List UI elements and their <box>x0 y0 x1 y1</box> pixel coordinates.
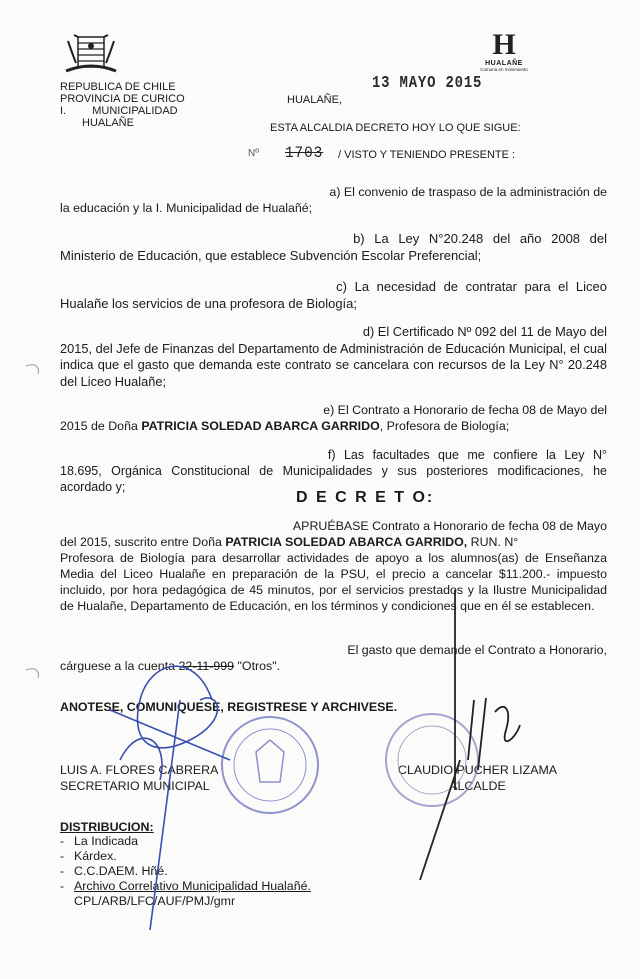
decree-body <box>60 518 607 614</box>
logo-name: HUALAÑE <box>485 60 523 67</box>
decree-body-name: PATRICIA SOLEDAD ABARCA GARRIDO, <box>225 535 468 549</box>
expense-line <box>60 658 607 674</box>
header-municipality-line <box>60 105 185 117</box>
consideration-f-rest: 18.695, Orgánica Constitucional de Municipalidades y sus posteriores modificaciones, he acordado y; <box>60 464 607 494</box>
signature-left-title: SECRETARIO MUNICIPAL <box>60 779 210 793</box>
distribution-block <box>60 820 311 908</box>
decreto-title: D E C R E T O: <box>296 489 435 506</box>
expense-lead: El gasto que demande el Contrato a Honorario, <box>347 643 607 657</box>
logo-h-icon: H <box>492 28 516 61</box>
header-block <box>60 81 185 129</box>
expense-text-a: cárguese a la cuenta <box>60 659 176 673</box>
consideration-e-text-2: , Profesora de Biología; <box>379 419 510 433</box>
consideration-d <box>60 324 607 390</box>
coat-of-arms-icon <box>64 33 118 79</box>
decree-body-lead: APRUÉBASE Contrato a Honorario de fecha 08 de Mayo <box>292 519 607 533</box>
signature-right-title: ALCALDE <box>449 779 506 793</box>
punch-mark <box>26 669 39 678</box>
left-stamp <box>222 717 318 813</box>
decree-body-rest: Profesora de Biología para desarrollar actividades de apoyo a los alumnos(as) de Enseñanza Media del Liceo Hualañe en preparación de la PSU, el precio a cancelar $11.200.- impuesto incluido, por hora pedagógica de 45 minutos, por el servicios prestados y la Ilustre Municipalidad de Hualañe, Departamento de Educación, en los términos y condiciones que en él se establecen. <box>60 551 607 613</box>
preamble: ESTA ALCALDIA DECRETO HOY LO QUE SIGUE: <box>270 122 521 134</box>
punch-mark <box>26 365 39 374</box>
consideration-a-rest: la educación y la I. Municipalidad de Hualañé; <box>60 201 313 215</box>
consideration-d-lead: d) El Certificado Nº 092 del 11 de Mayo del <box>362 324 607 339</box>
closing-formula: ANOTESE, COMUNIQUESE, REGISTRESE Y ARCHIVESE. <box>60 700 398 714</box>
expense-text-b: "Otros". <box>237 659 281 673</box>
list-item: - Archivo Correlativo Municipalidad Hualañé. <box>60 879 311 894</box>
expense-account: 22-11-999 <box>178 659 235 673</box>
consideration-c-lead: c) La necesidad de contratar para el Liceo <box>336 279 607 294</box>
distribution-list <box>60 834 311 894</box>
decree-number-label: Nº <box>248 148 259 159</box>
consideration-e-lead: e) El Contrato a Honorario de fecha 08 de Mayo del <box>323 403 607 417</box>
header-city: HUALAÑE <box>82 117 134 129</box>
signature-right <box>398 762 557 794</box>
consideration-f-lead: f) Las facultades que me confiere la Ley N° <box>327 448 607 462</box>
signature-left-name: LUIS A. FLORES CABRERA <box>60 763 219 777</box>
consideration-c-rest: Hualañe los servicios de una profesora de Biología; <box>60 296 358 311</box>
list-item: - Kárdex. <box>60 849 311 864</box>
consideration-b-lead: b) La Ley N°20.248 del año 2008 del <box>353 231 607 246</box>
decree-body-line2 <box>60 534 607 550</box>
consideration-e-text-1: 2015 de Doña <box>60 419 138 433</box>
consideration-b-rest: Ministerio de Educación, que establece Subvención Escolar Preferencial; <box>60 247 482 263</box>
logo-tagline: Comuna en movimiento <box>480 67 528 72</box>
date-stamp: 13 MAYO 2015 <box>372 74 483 93</box>
consideration-c <box>60 278 607 312</box>
consideration-f <box>60 447 607 495</box>
signature-left <box>60 762 218 794</box>
distribution-initials: CPL/ARB/LFC/AUF/PMJ/gmr <box>74 894 236 908</box>
visto-line: / VISTO Y TENIENDO PRESENTE : <box>338 149 516 161</box>
signature-right-name: CLAUDIO PUCHER LIZAMA <box>398 763 558 777</box>
consideration-d-rest: 2015, del Jefe de Finanzas del Departamento de Administración de Educación Municipal, el cual indica que el gasto que demanda este contrato se cancelara con recursos de la Ley N° 20.248 del Liceo Hualañe; <box>60 340 607 389</box>
expense-paragraph <box>60 642 607 674</box>
list-item: - C.C.DAEM. Hñé. <box>60 864 311 879</box>
header-municipality-prefix: I. <box>60 105 67 117</box>
hualane-logo <box>478 30 530 76</box>
consideration-a <box>60 184 607 216</box>
list-item: - La Indicada <box>60 834 311 849</box>
decree-body-run: RUN. N° <box>470 535 519 549</box>
decree-body-line2-a: del 2015, suscrito entre Doña <box>60 535 222 549</box>
consideration-a-lead: a) El convenio de traspaso de la administración de <box>329 185 607 199</box>
distribution-title: DISTRIBUCION: <box>60 820 154 834</box>
header-municipality: MUNICIPALIDAD <box>92 105 178 117</box>
decree-number: 1703 <box>285 144 324 162</box>
consideration-b <box>60 231 607 264</box>
consideration-e-rest <box>60 418 607 434</box>
consideration-e-name: PATRICIA SOLEDAD ABARCA GARRIDO <box>141 419 380 433</box>
right-signature-scribble <box>420 590 520 880</box>
consideration-e <box>60 402 607 434</box>
place-label: HUALAÑE, <box>287 94 343 106</box>
header-province: PROVINCIA DE CURICO <box>60 93 185 105</box>
header-country: REPUBLICA DE CHILE <box>60 81 176 93</box>
